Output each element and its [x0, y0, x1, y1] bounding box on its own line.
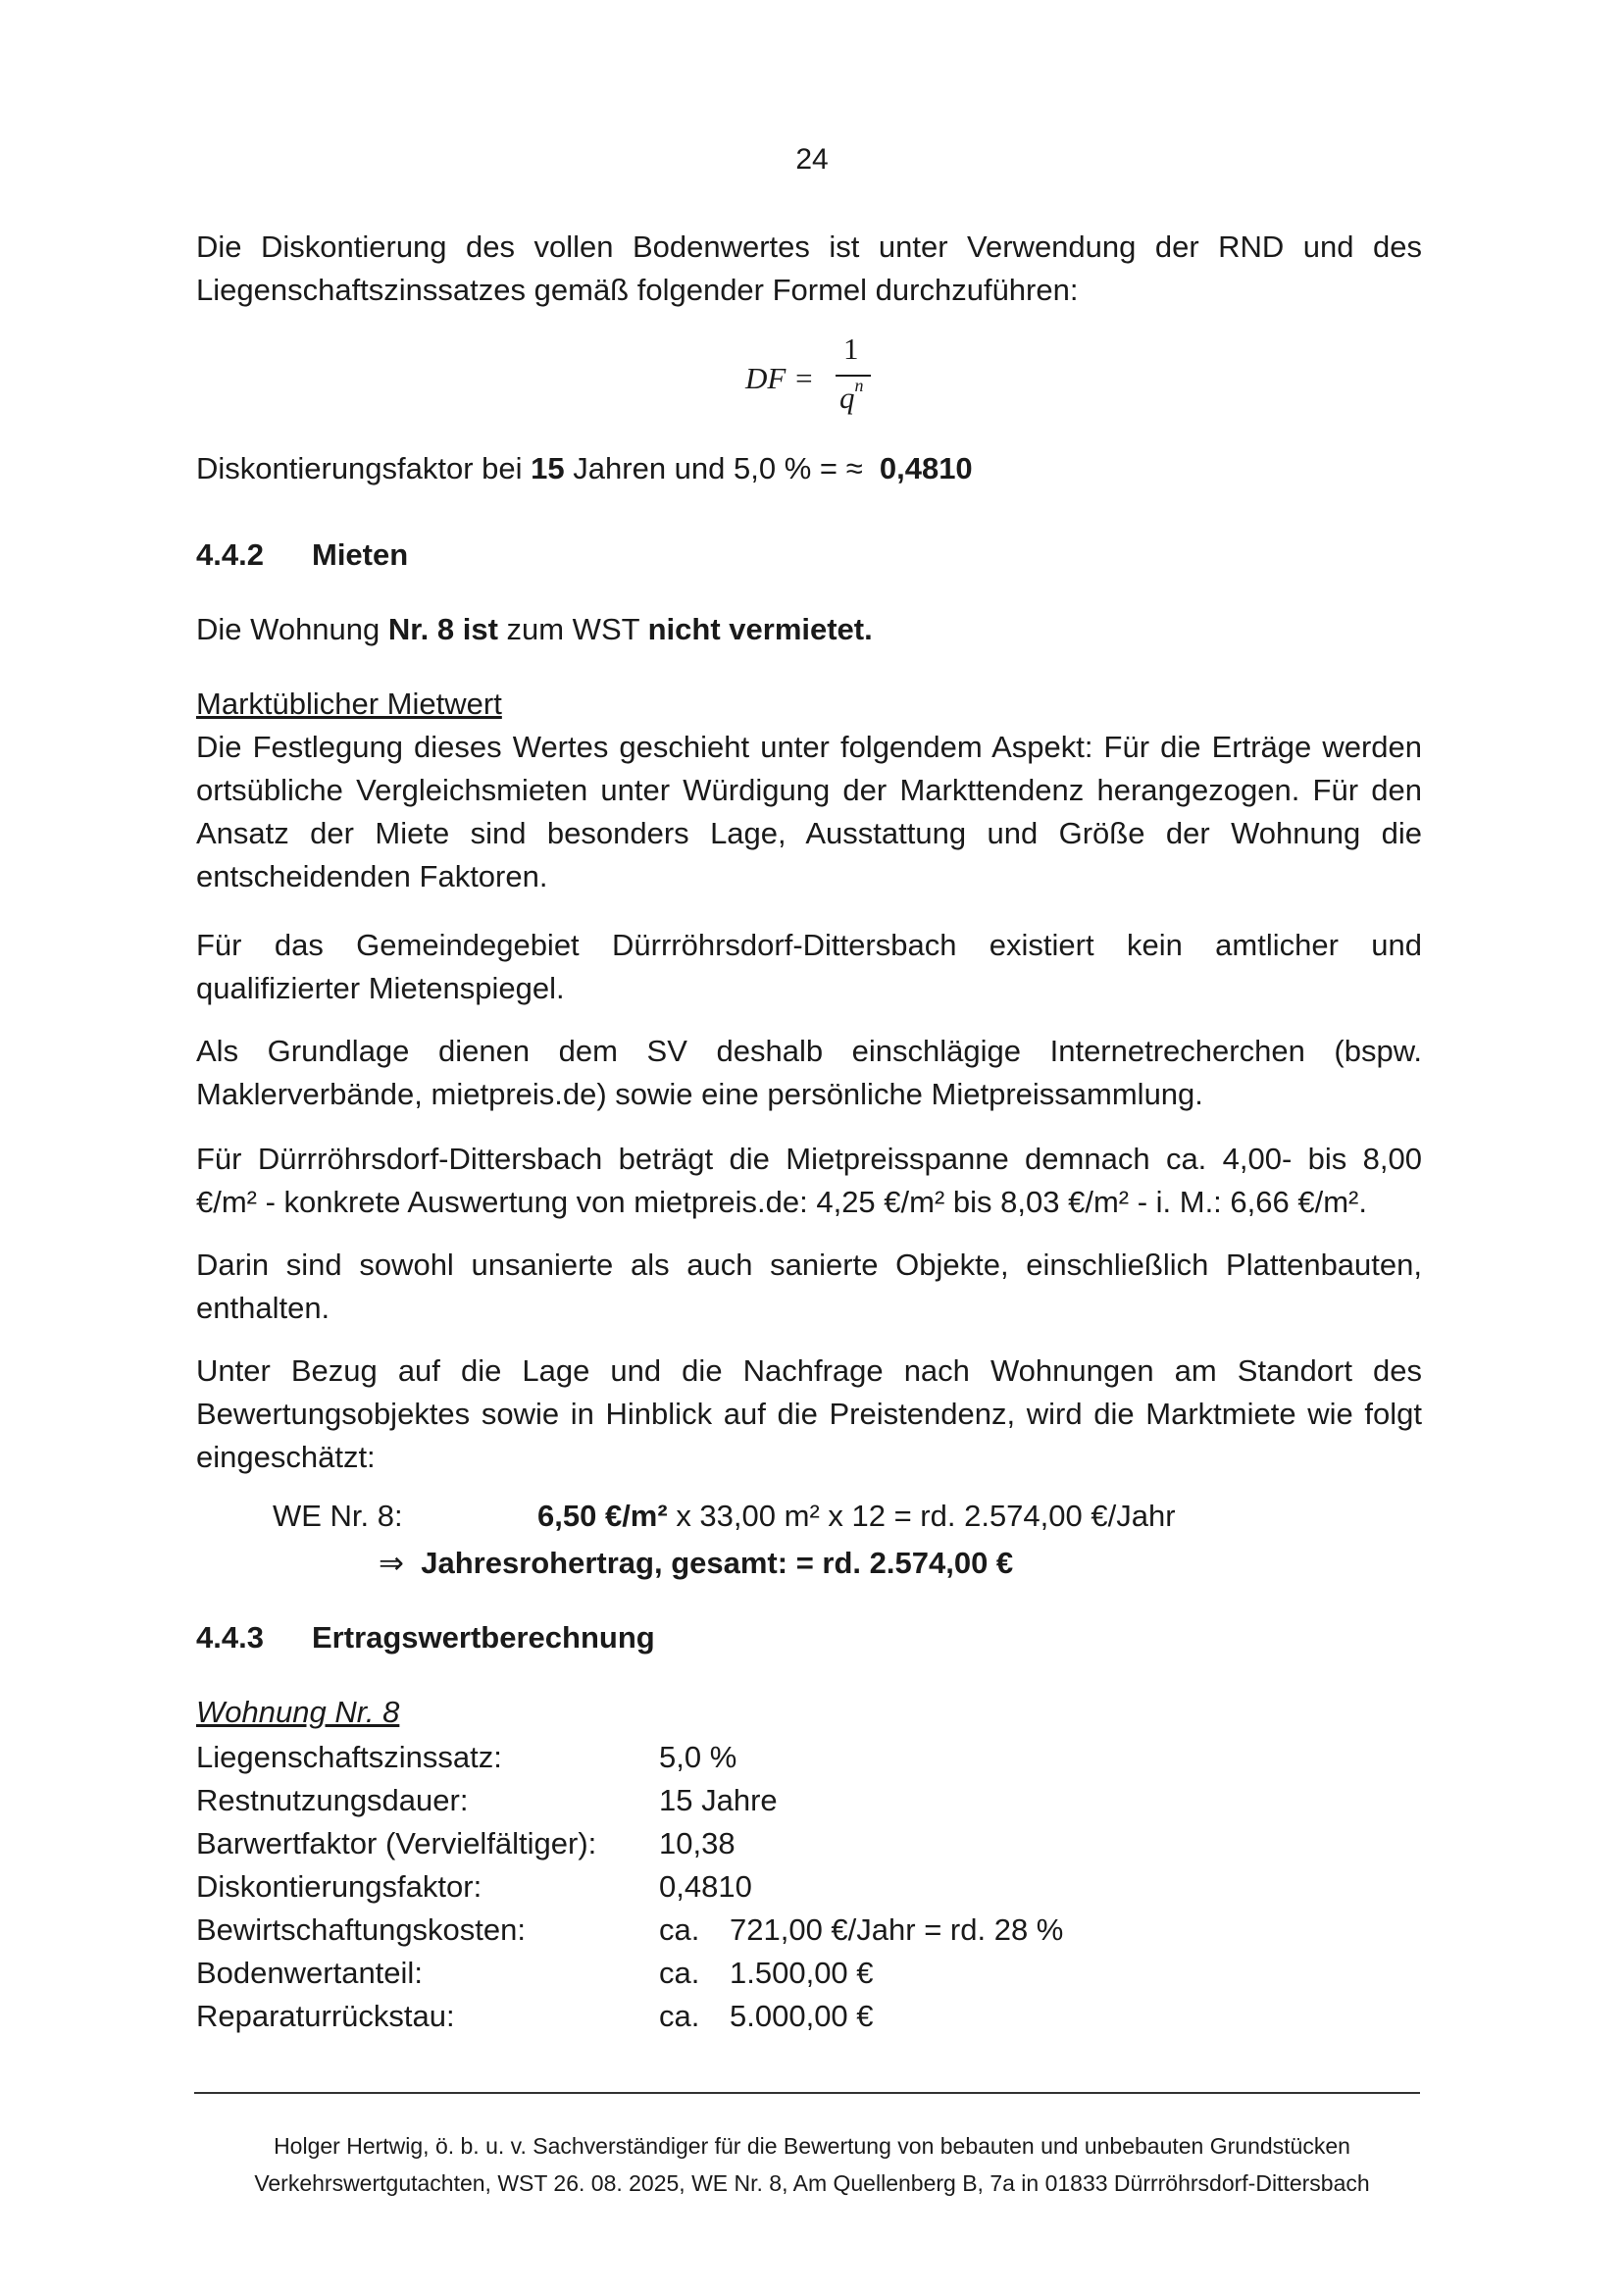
rent-formula: x 33,00 m² x 12 = rd. 2.574,00 €/Jahr: [667, 1499, 1176, 1533]
paragraph-aspect: Die Festlegung dieses Wertes geschieht unter folgendem Aspekt: Für die Erträge werden ortsübliche Vergleichsmieten unter Würdigung der Markttendenz herangezogen. Für den Ansatz der Miete sind besonders Lage, Ausstattung und Größe der Wohnung die entscheidenden Faktoren.: [196, 730, 1422, 893]
annual-total: Jahresrohertrag, gesamt: = rd. 2.574,00 €: [421, 1546, 1014, 1580]
section-heading-mieten: [196, 537, 408, 573]
page-number: 24: [795, 143, 829, 176]
param-value: ca. 5.000,00 €: [659, 1999, 874, 2033]
paragraph-objects: Darin sind sowohl unsanierte als auch sanierte Objekte, einschließlich Plattenbauten, enthalten.: [196, 1248, 1422, 1325]
formula-denominator-exponent: n: [854, 375, 864, 395]
rent-calc-formula: [537, 1499, 1176, 1534]
rent-status-unit: Nr. 8 ist: [387, 612, 498, 646]
section-title: Ertragswertberechnung: [312, 1620, 655, 1655]
param-key: Bewirtschaftungskosten:: [196, 1912, 527, 1947]
annual-gross-income: [379, 1546, 1013, 1581]
param-value: 5,0 %: [659, 1740, 737, 1774]
param-value: 10,38: [659, 1826, 736, 1860]
paragraph-rent-index: Für das Gemeindegebiet Dürrröhrsdorf-Dittersbach existiert kein amtlicher und qualifizierter Mietenspiegel.: [196, 928, 1422, 1005]
param-value: ca. 721,00 €/Jahr = rd. 28 %: [659, 1912, 1064, 1947]
param-value: 0,4810: [659, 1869, 752, 1904]
section-number: 4.4.3: [196, 1620, 264, 1655]
footer-line-1: Holger Hertwig, ö. b. u. v. Sachverständiger für die Bewertung von bebauten und unbebauten Grundstücken: [274, 2133, 1350, 2159]
discount-years: 15: [531, 451, 565, 485]
discount-prefix: Diskontierungsfaktor bei: [196, 451, 532, 485]
discount-value: 0,4810: [879, 451, 973, 485]
unit-heading: Wohnung Nr. 8: [196, 1695, 400, 1729]
footer-line-2: Verkehrswertgutachten, WST 26. 08. 2025, WE Nr. 8, Am Quellenberg B, 7a in 01833 Dürrröhrsdorf-Dittersbach: [254, 2170, 1370, 2196]
section-heading-ertragswert: [196, 1620, 655, 1656]
discount-middle: Jahren und 5,0 % =: [564, 451, 846, 485]
rent-status-state: nicht vermietet.: [647, 612, 873, 646]
paragraph-rent-range: Für Dürrröhrsdorf-Dittersbach beträgt die Mietpreisspanne demnach ca. 4,00- bis 8,00 €/m² - konkrete Auswertung von mietpreis.de: 4,25 €/m² bis 8,03 €/m² - i. M.: 6,66 €/m².: [196, 1142, 1422, 1219]
formula-numerator: 1: [843, 331, 859, 366]
section-title: Mieten: [312, 537, 409, 572]
param-key: Restnutzungsdauer:: [196, 1783, 469, 1817]
param-value: ca. 1.500,00 €: [659, 1956, 874, 1990]
formula-denominator-base: q: [839, 381, 855, 415]
footer-divider: [194, 2092, 1420, 2094]
implies-arrow-icon: ⇒: [379, 1546, 404, 1580]
param-key: Reparaturrückstau:: [196, 1999, 455, 2033]
approx-symbol: ≈: [845, 451, 863, 485]
section-number: 4.4.2: [196, 537, 264, 572]
param-key: Liegenschaftszinssatz:: [196, 1740, 502, 1774]
rent-status-text: Die Wohnung: [196, 612, 388, 646]
rent-rate: 6,50 €/m²: [537, 1499, 668, 1533]
param-value: 15 Jahre: [659, 1783, 778, 1817]
param-key: Barwertfaktor (Vervielfältiger):: [196, 1826, 597, 1860]
rent-calc-label: WE Nr. 8:: [273, 1499, 403, 1533]
paragraph-estimate: Unter Bezug auf die Lage und die Nachfrage nach Wohnungen am Standort des Bewertungsobjektes sowie in Hinblick auf die Preistendenz, wird die Marktmiete wie folgt eingeschätzt:: [196, 1353, 1422, 1474]
paragraph-sources: Als Grundlage dienen dem SV deshalb einschlägige Internetrecherchen (bspw. Maklerverbände, mietpreis.de) sowie eine persönliche Mietpreissammlung.: [196, 1034, 1422, 1111]
discount-factor-line: [196, 447, 973, 490]
param-key: Diskontierungsfaktor:: [196, 1869, 482, 1904]
intro-paragraph: Die Diskontierung des vollen Bodenwertes ist unter Verwendung der RND und des Liegenschaftszinssatzes gemäß folgender Formel durchzuführen:: [196, 229, 1422, 307]
param-key: Bodenwertanteil:: [196, 1956, 423, 1990]
formula-fraction-bar: [836, 375, 871, 377]
market-rent-heading: Marktüblicher Mietwert: [196, 687, 502, 721]
rent-status-line: [196, 608, 873, 651]
formula-denominator: [839, 375, 864, 416]
formula-lhs: DF =: [745, 361, 814, 395]
rent-status-text: zum WST: [497, 612, 648, 646]
